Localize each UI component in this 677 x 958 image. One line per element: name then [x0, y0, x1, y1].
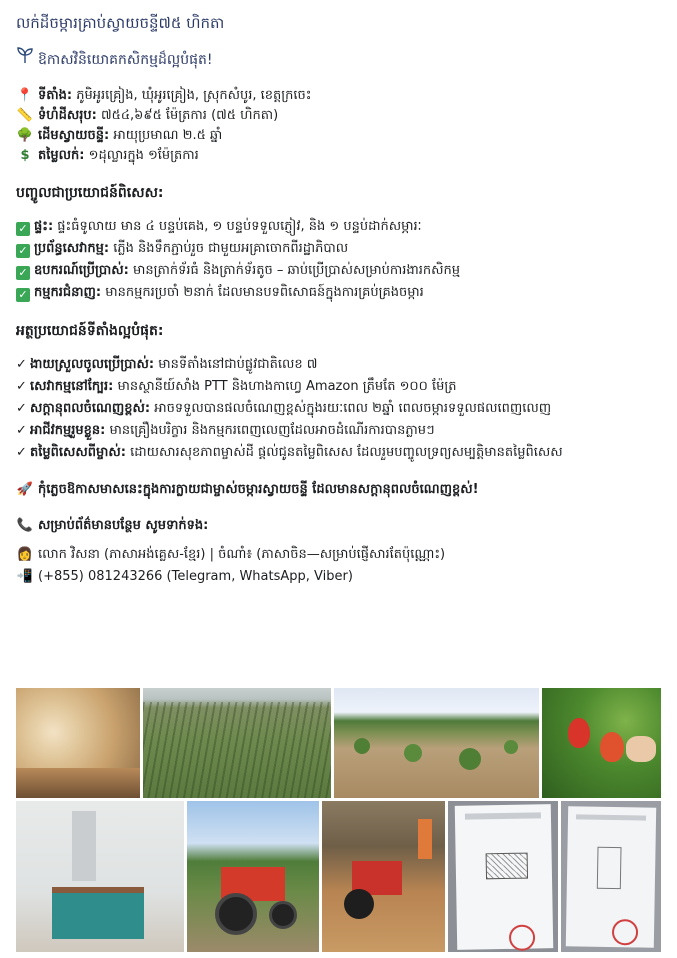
- ruler-icon: 📏: [16, 108, 34, 123]
- benefits-heading: បញ្ចូលជាប្រយោជន៍ពិសេស:: [16, 185, 164, 201]
- pin-icon: 📍: [16, 88, 34, 103]
- detail-size: 📏 ទំហំដីសរុប: ៧៥៤,៦៩៥ ម៉ែត្រការ (៧៥ ហិកតា): [16, 106, 664, 126]
- checkmark-icon: ✓: [16, 379, 27, 394]
- red-tractor-photo[interactable]: [187, 801, 319, 952]
- detail-price: $ តម្លៃលក់: ១ដុល្លារក្នុង ១ម៉ែត្រការ: [16, 146, 664, 166]
- location-list: [16, 354, 664, 464]
- list-item: ✓ សក្តានុពលចំណេញខ្ពស់: អាចទទួលបានផលចំណេញខ្ពស់ក្នុងរយៈពេល ២ឆ្នាំ ពេលចម្ការទទួលផលពេញលេញ: [16, 398, 664, 420]
- post-title: លក់ដីចម្ការគ្រាប់ស្វាយចន្ទី៧៥ ហិកតា: [16, 14, 225, 32]
- checkmark-icon: ✓: [16, 401, 27, 416]
- telephone-icon: 📞: [16, 518, 34, 533]
- mobile-phone-icon: 📲: [16, 569, 34, 584]
- contact-heading: 📞 សម្រាប់ព័ត៌មានបន្ថែម សូមទាក់ទង:: [16, 516, 664, 536]
- cashew-fruit-photo[interactable]: [542, 688, 661, 798]
- list-item: ✓ ផ្ទះ: ផ្ទះធំទូលាយ មាន ៤ បន្ទប់គេង, ១ បន្ទប់ទទួលភ្ញៀវ, និង ១ បន្ទប់ដាក់សម្ភារៈ: [16, 216, 664, 238]
- list-item: ✓ អាជីវកម្មរួមខ្លួន: មានគ្រឿងបរិក្ខារ និងកម្មករពេញលេញដែលអាចដំណើរការបានភ្លាមៗ: [16, 420, 664, 442]
- check-box-icon: ✓: [16, 266, 30, 280]
- benefits-list: [16, 216, 664, 304]
- aerial-plantation-photo[interactable]: [143, 688, 331, 798]
- list-item: ✓ ឧបករណ៍ប្រើប្រាស់: មានត្រាក់ទ័រធំ និងត្រាក់ទ័រតូច – ឆាប់ប្រើប្រាស់សម្រាប់ការងារកសិកម្ម: [16, 260, 664, 282]
- details-list: [16, 86, 664, 166]
- call-to-action: 🚀 កុំភ្លេចឱកាសមាសនេះក្នុងការក្លាយជាម្ចាស់ចម្ការស្វាយចន្ទី ដែលមានសក្តានុពលចំណេញខ្ពស់!: [16, 480, 664, 500]
- hand-tractor-photo[interactable]: [322, 801, 445, 952]
- seedling-icon: [16, 46, 34, 70]
- dollar-icon: $: [20, 148, 30, 163]
- location-heading: អត្ថប្រយោជន៍ទីតាំងល្អបំផុត:: [16, 323, 164, 339]
- land-title-document-photo[interactable]: [448, 801, 558, 952]
- photo-gallery[interactable]: [16, 688, 661, 952]
- list-item: ✓ ងាយស្រួលចូលប្រើប្រាស់: មានទីតាំងនៅជាប់ផ្លូវជាតិលេខ ៧: [16, 354, 664, 376]
- check-box-icon: ✓: [16, 288, 30, 302]
- land-map-document-photo[interactable]: [561, 801, 661, 952]
- detail-trees: 🌳 ដើមស្វាយចន្ទី: អាយុប្រមាណ ២.៥ ឆ្នាំ: [16, 126, 664, 146]
- list-item: ✓ ប្រព័ន្ធសេវាកម្ម: ភ្លើង និងទឹកភ្ជាប់រួច ជាមួយអគ្រាចោកពីរដ្ឋាភិបាល: [16, 238, 664, 260]
- post-body: [16, 0, 664, 588]
- check-box-icon: ✓: [16, 222, 30, 236]
- rocket-icon: 🚀: [16, 482, 34, 497]
- checkmark-icon: ✓: [16, 357, 27, 372]
- list-item: ✓ សេវាកម្មនៅក្បែរ: មានស្ថានីយ៍សាំង PTT និងហាងកាហ្វេ Amazon ត្រឹមតែ ១០០ ម៉ែត្រ: [16, 376, 664, 398]
- bedroom-photo[interactable]: [16, 801, 184, 952]
- check-box-icon: ✓: [16, 244, 30, 258]
- tree-icon: 🌳: [16, 128, 34, 143]
- contact-phone[interactable]: 📲 (+855) 081243266 (Telegram, WhatsApp, Viber): [16, 566, 664, 588]
- contact-name: 👩 លោក វិសនា (ភាសាអង់គ្លេស-ខ្មែរ) | ចំណាំ៖ (ភាសាចិន—សម្រាប់ផ្ញើសារតែប៉ុណ្ណោះ): [16, 544, 664, 566]
- post-tagline: ឱកាសវិនិយោគកសិកម្មដ៏ល្អបំផុត!: [16, 46, 664, 70]
- person-icon: 👩: [16, 547, 34, 562]
- young-cashew-trees-photo[interactable]: [334, 688, 539, 798]
- checkmark-icon: ✓: [16, 445, 27, 460]
- cashew-nuts-photo[interactable]: [16, 688, 140, 798]
- list-item: ✓ តម្លៃពិសេសពីម្ចាស់: ដោយសារសុខភាពម្ចាស់ដី ផ្តល់ជូនតម្លៃពិសេស ដែលរួមបញ្ចូលទ្រព្យសម្បត្តិមានតម្លៃពិសេស: [16, 442, 664, 464]
- checkmark-icon: ✓: [16, 423, 27, 438]
- detail-location: 📍 ទីតាំង: ភូមិអូរគ្រៀង, ឃុំអូរគ្រៀង, ស្រុកសំបូរ, ខេត្តក្រចេះ: [16, 86, 664, 106]
- list-item: ✓ កម្មករជំនាញ: មានកម្មករប្រចាំ ២នាក់ ដែលមានបទពិសោធន៍ក្នុងការគ្រប់គ្រងចម្ការ: [16, 282, 664, 304]
